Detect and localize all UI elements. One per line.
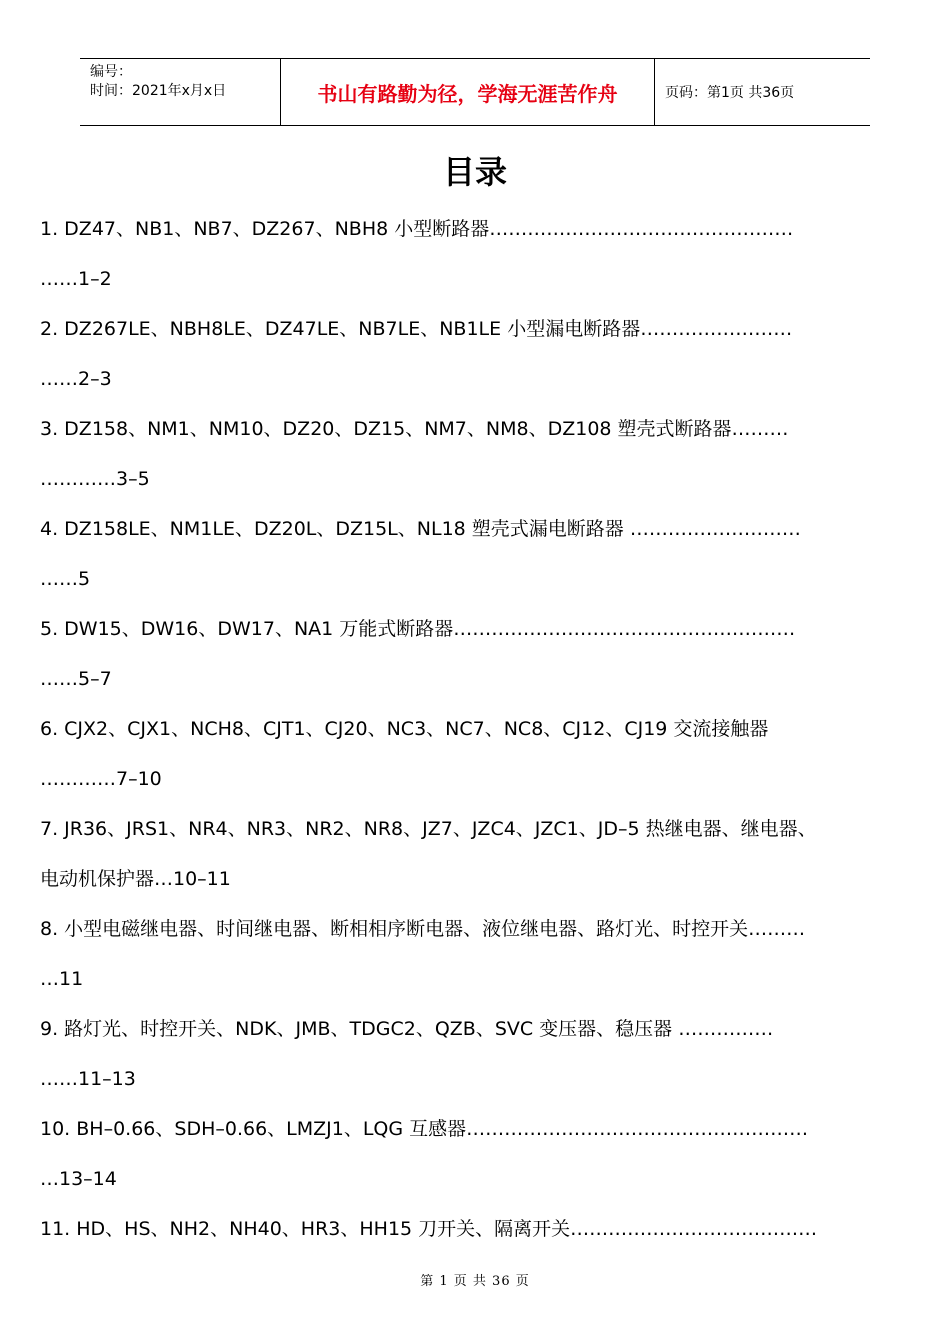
toc-line[interactable]: …………3–5: [40, 468, 150, 490]
page-title: 目录: [442, 153, 507, 191]
toc-line[interactable]: …13–14: [40, 1168, 117, 1190]
toc-line[interactable]: 11. HD、HS、NH2、NH40、HR3、HH15 刀开关、隔离开关…………………………………: [40, 1218, 818, 1240]
toc-line[interactable]: …………7–10: [40, 768, 162, 790]
toc-line[interactable]: ……2–3: [40, 368, 112, 390]
header-motto: 书山有路勤为径，学海无涯苦作舟: [281, 59, 655, 125]
toc-line[interactable]: ……11–13: [40, 1068, 136, 1090]
toc-line[interactable]: 5. DW15、DW16、DW17、NA1 万能式断路器………………………………………………: [40, 618, 796, 640]
toc-line[interactable]: 电动机保护器…10–11: [40, 868, 231, 890]
toc-line[interactable]: 2. DZ267LE、NBH8LE、DZ47LE、NB7LE、NB1LE 小型漏电断路器……………………: [40, 318, 793, 340]
header-page-info: 页码：第1页 共36页: [665, 85, 795, 101]
toc-line[interactable]: 1. DZ47、NB1、NB7、DZ267、NBH8 小型断路器…………………………………………: [40, 218, 794, 240]
toc-line[interactable]: 6. CJX2、CJX1、NCH8、CJT1、CJ20、NC3、NC7、NC8、CJ12、CJ19 交流接触器: [40, 718, 769, 740]
toc-line[interactable]: ……5: [40, 568, 91, 590]
toc-line[interactable]: …11: [40, 968, 84, 990]
toc-line[interactable]: ……1–2: [40, 268, 112, 290]
toc-line[interactable]: 7. JR36、JRS1、NR4、NR3、NR2、NR8、JZ7、JZC4、JZC1、JD–5 热继电器、继电器、: [40, 818, 817, 840]
toc-line[interactable]: 10. BH–0.66、SDH–0.66、LMZJ1、LQG 互感器………………………………………………: [40, 1118, 809, 1140]
page-footer: 第 1 页 共 36 页: [420, 1274, 530, 1289]
document-number-label: 编号：: [90, 64, 132, 80]
toc-line[interactable]: 9. 路灯光、时控开关、NDK、JMB、TDGC2、QZB、SVC 变压器、稳压器 ……………: [40, 1018, 774, 1040]
document-header: [80, 58, 870, 126]
toc-line[interactable]: 3. DZ158、NM1、NM10、DZ20、DZ15、NM7、NM8、DZ108 塑壳式断路器………: [40, 418, 789, 440]
header-meta-cell: [80, 59, 281, 125]
table-of-contents: [40, 204, 912, 1254]
toc-line[interactable]: 4. DZ158LE、NM1LE、DZ20L、DZ15L、NL18 塑壳式漏电断路器 ………………………: [40, 518, 801, 540]
toc-line[interactable]: ……5–7: [40, 668, 112, 690]
document-time-label: 时间：2021年x月x日: [90, 83, 227, 99]
toc-line[interactable]: 8. 小型电磁继电器、时间继电器、断相相序断电器、液位继电器、路灯光、时控开关………: [40, 918, 806, 940]
